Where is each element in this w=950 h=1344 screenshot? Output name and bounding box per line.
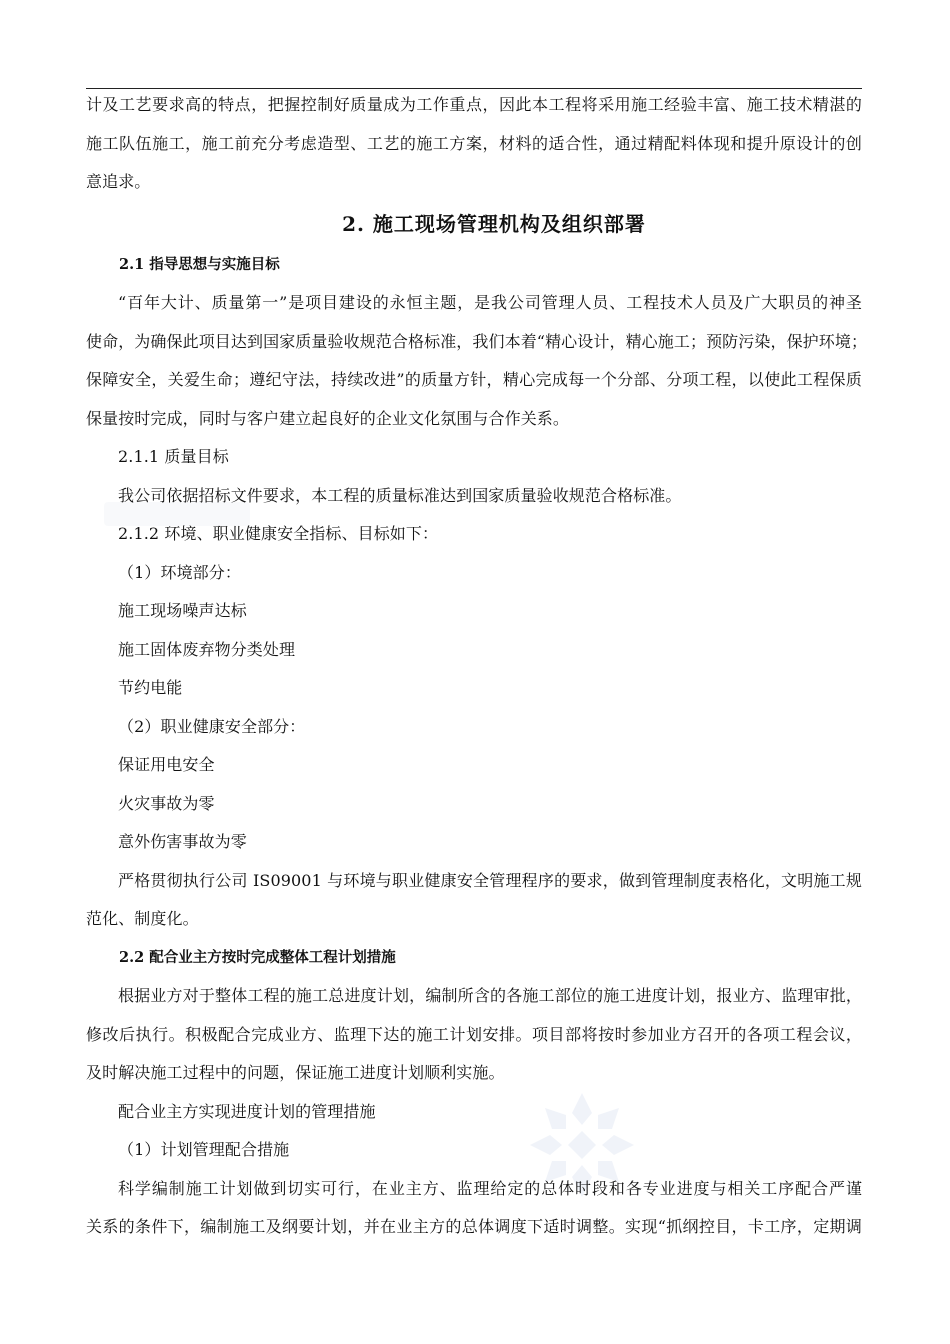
paragraph-line: 范化、制度化。 <box>86 909 199 928</box>
environment-subheading: （1）环境部分： <box>118 562 241 582</box>
list-item: 节约电能 <box>118 678 183 697</box>
list-item: 意外伤害事故为零 <box>118 832 247 851</box>
paragraph-line: 保量按时完成，同时与客户建立起良好的企业文化氛围与合作关系。 <box>86 408 570 428</box>
paragraph-line: 及时解决施工过程中的问题，保证施工进度计划顺利实施。 <box>86 1063 505 1082</box>
section-2-1-heading: 2.1 指导思想与实施目标 <box>119 255 280 273</box>
paragraph-line: 保障安全，关爱生命；遵纪守法，持续改进”的质量方针，精心完成每一个分部、分项工程，以使此工程保质 <box>86 370 862 389</box>
section-2-1-2-heading: 2.1.2 环境、职业健康安全指标、目标如下： <box>118 524 439 543</box>
paragraph-line: “百年大计、质量第一”是项目建设的永恒主题，是我公司管理人员、工程技术人员及广大职员的神圣 <box>118 293 862 312</box>
section-2-1-1-heading: 2.1.1 质量目标 <box>118 447 229 466</box>
ohs-subheading: （2）职业健康安全部分： <box>118 716 306 736</box>
list-item: 保证用电安全 <box>118 755 215 774</box>
paragraph-line: 科学编制施工计划做到切实可行，在业主方、监理给定的总体时段和各专业进度与相关工序配合严谨 <box>118 1178 862 1198</box>
paragraph-line: 严格贯彻执行公司 IS09001 与环境与职业健康安全管理程序的要求，做到管理制度表格化，文明施工规 <box>118 870 862 890</box>
plan-subheading: （1）计划管理配合措施 <box>118 1140 290 1159</box>
text-line: 意追求。 <box>86 172 151 191</box>
section-2-heading: 2. 施工现场管理机构及组织部署 <box>342 211 646 236</box>
paragraph-line: 配合业主方实现进度计划的管理措施 <box>118 1101 376 1121</box>
paragraph-line: 使命，为确保此项目达到国家质量验收规范合格标准，我们本着“精心设计，精心施工；预防污染，保护环境； <box>86 331 868 351</box>
list-item: 施工固体废弃物分类处理 <box>118 639 296 659</box>
paragraph-line: 根据业方对于整体工程的施工总进度计划，编制所含的各施工部位的施工进度计划，报业方、监理审批， <box>118 986 862 1005</box>
list-item: 施工现场噪声达标 <box>118 601 247 620</box>
paragraph-line: 我公司依据招标文件要求，本工程的质量标准达到国家质量验收规范合格标准。 <box>118 485 682 505</box>
text-line: 计及工艺要求高的特点，把握控制好质量成为工作重点，因此本工程将采用施工经验丰富、施工技术精湛的 <box>86 95 862 114</box>
text-line: 施工队伍施工，施工前充分考虑造型、工艺的施工方案，材料的适合性，通过精配料体现和提升原设计的创 <box>86 133 862 153</box>
paragraph-line: 关系的条件下，编制施工及纲要计划，并在业主方的总体调度下适时调整。实现“抓纲控目，卡工序，定期调 <box>86 1217 862 1236</box>
paragraph-line: 修改后执行。积极配合完成业方、监理下达的施工计划安排。项目部将按时参加业方召开的各项工程会议， <box>86 1024 862 1044</box>
document-body <box>86 86 868 1247</box>
section-2-2-heading: 2.2 配合业主方按时完成整体工程计划措施 <box>119 948 396 966</box>
list-item: 火灾事故为零 <box>118 793 215 813</box>
